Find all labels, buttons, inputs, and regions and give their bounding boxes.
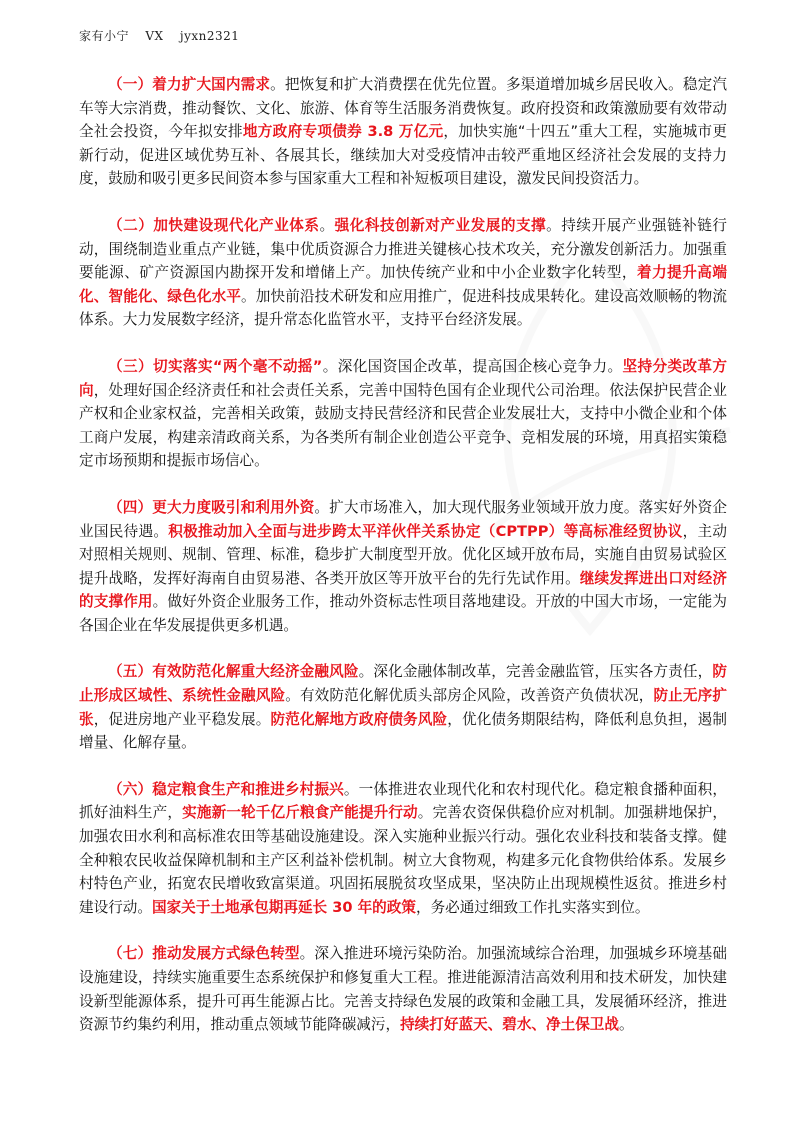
page-header <box>79 27 251 44</box>
body-text: ，处理好国企经济责任和社会责任关系，完善中国特色国有企业现代公司治理。依法保护民营企业产权和企业家权益，完善相关政策，鼓励支持民营经济和民营企业发展壮大，支持中小微企业和个体工商户发展，构建亲清政商关系，为各类所有制企业创造公平竞争、竞相发展的环境，用真招实策稳定市场预期和提振市场信心。 <box>79 381 727 470</box>
highlight-text: 积极推动加入全面与进步跨太平洋伙伴关系协定（CPTPP）等高标准经贸协议 <box>168 522 683 540</box>
body-text: ，主动对照相关规则、规制、管理、标准，稳步扩大制度型开放。优化区域开放布局，实施自由贸易试验区提升战略，发挥好海南自由贸易港、各类开放区等开放平台的先行先试作用。 <box>79 522 727 587</box>
paragraph-5 <box>79 660 727 754</box>
highlight-text: （四）更大力度吸引和利用外资 <box>108 498 315 516</box>
paragraph-1 <box>79 73 727 191</box>
highlight-text: 着力提升高端化、智能化、绿色化水平 <box>79 264 727 305</box>
body-text: 。完善农资保供稳价应对机制。加强耕地保护，加强农田水利和高标准农田等基础设施建设。深入实施种业振兴行动。强化农业科技和装备支撑。健全种粮农民收益保障机制和主产区利益补偿机制。树立大食物观，构建多元化食物供给体系。发展乡村特色产业，拓宽农民增收致富渠道。巩固拓展脱贫攻坚成果，坚决防止出现规模性返贫。推进乡村建设行动。 <box>79 804 727 916</box>
header-name: 家有小宁 <box>79 29 130 43</box>
highlight-text: 坚持分类改革方向 <box>79 357 727 399</box>
highlight-text: 强化科技创新对产业发展的支撑 <box>334 216 547 234</box>
body-text: ，务必通过细致工作扎实落实到位。 <box>415 898 650 916</box>
paragraph-7 <box>79 942 727 1036</box>
body-text: 。持续开展产业强链补链行动，围绕制造业重点产业链，集中优质资源合力推进关键核心技术攻关，充分激发创新活力。加强重要能源、矿产资源国内勘探开发和增储上产。加快传统产业和中小企业数字化转型， <box>79 216 727 282</box>
body-text: 。 <box>319 216 335 234</box>
body-text: 。做好外资企业服务工作，推动外资标志性项目落地建设。开放的中国大市场，一定能为各国企业在华发展提供更多机遇。 <box>79 593 727 634</box>
highlight-text: （七）推动发展方式绿色转型 <box>108 945 300 963</box>
header-id: jyxn2321 <box>179 29 240 43</box>
highlight-text: 国家关于土地承包期再延长 30 年的政策 <box>151 898 416 916</box>
body-text: 。一体推进农业现代化和农村现代化。稳定粮食播种面积，抓好油料生产， <box>79 780 727 822</box>
paragraph-4 <box>79 496 727 638</box>
paragraph-3 <box>79 355 727 473</box>
highlight-text: 防止无序扩张 <box>79 687 727 728</box>
body-text: ，优化债务期限结构，降低利息负担，遏制增量、化解存量。 <box>79 710 727 752</box>
highlight-text: （六）稳定粮食生产和推进乡村振兴 <box>108 780 344 798</box>
highlight-text: （三）切实落实“两个毫不动摇” <box>108 357 323 375</box>
paragraph-6 <box>79 778 727 920</box>
highlight-text: （五）有效防范化解重大经济金融风险 <box>108 663 359 681</box>
body-text: ，促进房地产业平稳发展。 <box>93 710 271 728</box>
highlight-text: 持续打好蓝天、碧水、净土保卫战 <box>400 1016 619 1034</box>
highlight-text: 防止形成区域性、系统性金融风险 <box>79 663 727 705</box>
body-text: 。把恢复和扩大消费摆在优先位置。多渠道增加城乡居民收入。稳定汽车等大宗消费，推动餐饮、文化、旅游、体育等生活服务消费恢复。政府投资和政策激励要有效带动全社会投资，今年拟安排 <box>79 76 727 141</box>
highlight-text: （二）加快建设现代化产业体系 <box>108 216 320 234</box>
body-text: 。加快前沿技术研发和应用推广，促进科技成果转化。建设高效顺畅的物流体系。大力发展数字经济，提升常态化监管水平，支持平台经济发展。 <box>79 287 727 329</box>
highlight-text: 防范化解地方政府债务风险 <box>270 710 448 728</box>
body-text: 。扩大市场准入，加大现代服务业领域开放力度。落实好外资企业国民待遇。 <box>79 498 727 540</box>
body-text: 。深入推进环境污染防治。加强流域综合治理，加强城乡环境基础设施建设，持续实施重要生态系统保护和修复重大工程。推进能源清洁高效利用和技术研发，加快建设新型能源体系，提升可再生能源占比。完善支持绿色发展的政策和金融工具，发展循环经济，推进资源节约集约利用，推动重点领域节能降碳减污， <box>79 945 727 1034</box>
highlight-text: （一）着力扩大国内需求 <box>108 76 271 93</box>
body-text: 。深化金融体制改革，完善金融监管，压实各方责任， <box>358 663 713 681</box>
header-vx: VX <box>145 29 164 43</box>
highlight-text: 地方政府专项债券 3.8 万亿元 <box>242 123 444 141</box>
paragraph-2 <box>79 214 727 332</box>
document-body <box>79 73 727 1060</box>
body-text: ，加快实施“十四五”重大工程，实施城市更新行动，促进区域优势互补、各展其长，继续加大对受疫情冲击较严重地区经济社会发展的支持力度，鼓励和吸引更多民间资本参与国家重大工程和补短板项目建设，激发民间投资活力。 <box>79 123 728 188</box>
body-text: 。深化国资国企改革，提高国企核心竞争力。 <box>322 357 623 375</box>
highlight-text: 继续发挥进出口对经济的支撑作用 <box>79 569 727 611</box>
body-text: 。 <box>619 1016 634 1034</box>
highlight-text: 实施新一轮千亿斤粮食产能提升行动 <box>182 804 418 822</box>
body-text: 。有效防范化解优质头部房企风险，改善资产负债状况， <box>285 687 654 705</box>
